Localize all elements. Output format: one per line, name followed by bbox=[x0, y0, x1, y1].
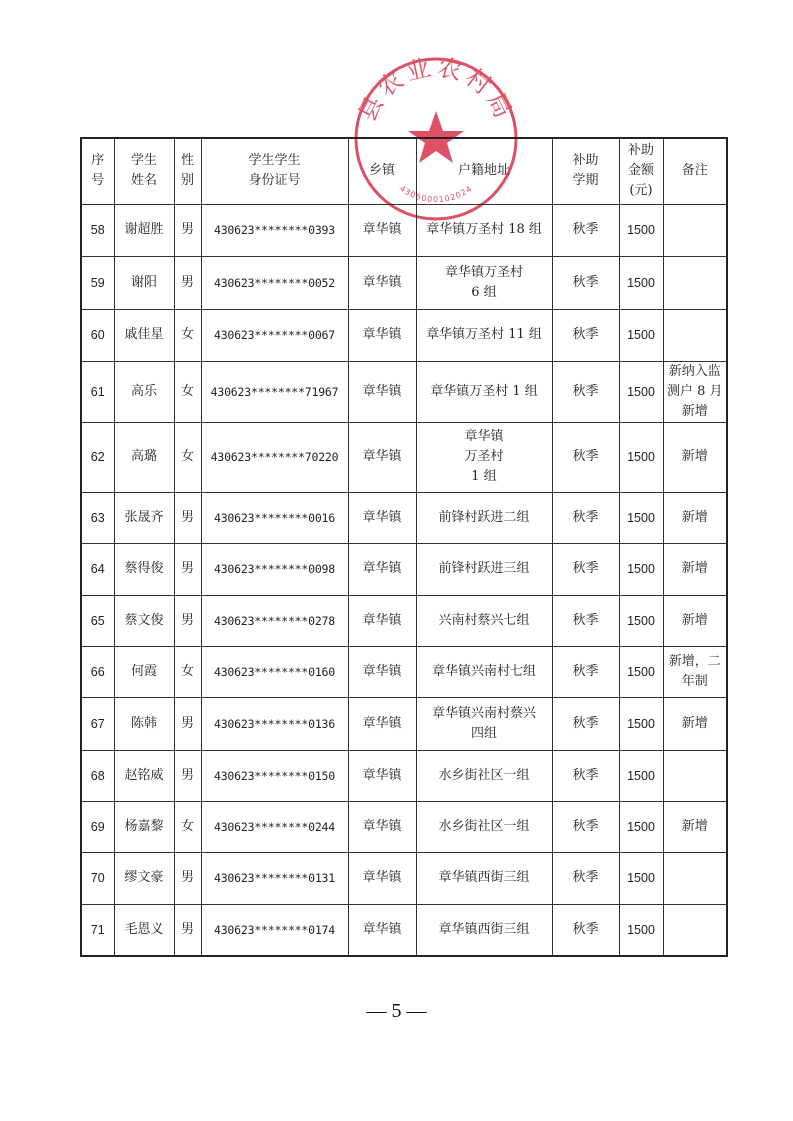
cell-address: 水乡街社区一组 bbox=[416, 750, 552, 801]
cell-name: 蔡得俊 bbox=[114, 543, 174, 595]
cell-address: 水乡街社区一组 bbox=[416, 801, 552, 852]
cell-address: 章华镇万圣村 11 组 bbox=[416, 309, 552, 361]
cell-town: 章华镇 bbox=[348, 646, 416, 697]
cell-note: 新增 bbox=[663, 595, 727, 646]
cell-note bbox=[663, 204, 727, 256]
cell-term: 秋季 bbox=[552, 422, 619, 492]
header-row bbox=[81, 138, 727, 204]
cell-amount: 1500 bbox=[619, 361, 663, 422]
cell-name: 杨嘉黎 bbox=[114, 801, 174, 852]
cell-id: 430623********0052 bbox=[201, 256, 348, 309]
cell-town: 章华镇 bbox=[348, 595, 416, 646]
header-id: 学生学生 身份证号 bbox=[201, 138, 348, 204]
table-row bbox=[81, 646, 727, 697]
cell-name: 何霞 bbox=[114, 646, 174, 697]
cell-gender: 女 bbox=[174, 361, 201, 422]
header-term: 补助 学期 bbox=[552, 138, 619, 204]
cell-seq: 71 bbox=[81, 904, 114, 956]
table-row bbox=[81, 422, 727, 492]
cell-note: 新增 bbox=[663, 543, 727, 595]
cell-gender: 男 bbox=[174, 492, 201, 543]
cell-seq: 62 bbox=[81, 422, 114, 492]
table-row bbox=[81, 309, 727, 361]
cell-name: 高乐 bbox=[114, 361, 174, 422]
header-seq: 序 号 bbox=[81, 138, 114, 204]
cell-address: 前锋村跃进二组 bbox=[416, 492, 552, 543]
cell-id: 430623********0131 bbox=[201, 852, 348, 904]
cell-id: 430623********0393 bbox=[201, 204, 348, 256]
cell-gender: 男 bbox=[174, 852, 201, 904]
cell-seq: 64 bbox=[81, 543, 114, 595]
cell-name: 谢超胜 bbox=[114, 204, 174, 256]
cell-town: 章华镇 bbox=[348, 204, 416, 256]
seal-text: 县农业农村局 bbox=[353, 55, 519, 126]
cell-gender: 男 bbox=[174, 204, 201, 256]
table-row bbox=[81, 256, 727, 309]
cell-address: 章华镇 万圣村 1 组 bbox=[416, 422, 552, 492]
cell-note: 新增 bbox=[663, 422, 727, 492]
cell-gender: 男 bbox=[174, 543, 201, 595]
cell-id: 430623********0136 bbox=[201, 697, 348, 750]
cell-term: 秋季 bbox=[552, 595, 619, 646]
cell-town: 章华镇 bbox=[348, 750, 416, 801]
cell-amount: 1500 bbox=[619, 492, 663, 543]
cell-address: 章华镇西街三组 bbox=[416, 852, 552, 904]
cell-amount: 1500 bbox=[619, 852, 663, 904]
cell-note bbox=[663, 904, 727, 956]
cell-town: 章华镇 bbox=[348, 852, 416, 904]
cell-note: 新纳入监 测户 8 月 新增 bbox=[663, 361, 727, 422]
cell-town: 章华镇 bbox=[348, 309, 416, 361]
cell-address: 章华镇万圣村 6 组 bbox=[416, 256, 552, 309]
cell-term: 秋季 bbox=[552, 646, 619, 697]
table-row bbox=[81, 492, 727, 543]
cell-id: 430623********0067 bbox=[201, 309, 348, 361]
cell-amount: 1500 bbox=[619, 595, 663, 646]
cell-id: 430623********0244 bbox=[201, 801, 348, 852]
cell-name: 毛恩义 bbox=[114, 904, 174, 956]
cell-id: 430623********0016 bbox=[201, 492, 348, 543]
table-row bbox=[81, 801, 727, 852]
header-note: 备注 bbox=[663, 138, 727, 204]
cell-term: 秋季 bbox=[552, 492, 619, 543]
cell-seq: 66 bbox=[81, 646, 114, 697]
cell-id: 430623********0160 bbox=[201, 646, 348, 697]
table-row bbox=[81, 543, 727, 595]
cell-amount: 1500 bbox=[619, 697, 663, 750]
cell-seq: 59 bbox=[81, 256, 114, 309]
cell-town: 章华镇 bbox=[348, 422, 416, 492]
cell-gender: 男 bbox=[174, 697, 201, 750]
table-row bbox=[81, 361, 727, 422]
cell-gender: 男 bbox=[174, 595, 201, 646]
header-gender: 性 别 bbox=[174, 138, 201, 204]
cell-note bbox=[663, 750, 727, 801]
cell-gender: 女 bbox=[174, 801, 201, 852]
cell-name: 陈韩 bbox=[114, 697, 174, 750]
cell-name: 张晟齐 bbox=[114, 492, 174, 543]
header-town: 乡镇 bbox=[348, 138, 416, 204]
cell-amount: 1500 bbox=[619, 646, 663, 697]
cell-town: 章华镇 bbox=[348, 801, 416, 852]
cell-note: 新增，二 年制 bbox=[663, 646, 727, 697]
cell-address: 章华镇兴南村七组 bbox=[416, 646, 552, 697]
table-row bbox=[81, 697, 727, 750]
cell-term: 秋季 bbox=[552, 750, 619, 801]
header-name: 学生 姓名 bbox=[114, 138, 174, 204]
cell-amount: 1500 bbox=[619, 904, 663, 956]
cell-amount: 1500 bbox=[619, 204, 663, 256]
cell-town: 章华镇 bbox=[348, 904, 416, 956]
table-row bbox=[81, 750, 727, 801]
cell-id: 430623********71967 bbox=[201, 361, 348, 422]
table-row bbox=[81, 852, 727, 904]
cell-town: 章华镇 bbox=[348, 697, 416, 750]
cell-term: 秋季 bbox=[552, 852, 619, 904]
cell-amount: 1500 bbox=[619, 309, 663, 361]
cell-amount: 1500 bbox=[619, 801, 663, 852]
cell-amount: 1500 bbox=[619, 543, 663, 595]
cell-name: 缪文豪 bbox=[114, 852, 174, 904]
cell-id: 430623********0098 bbox=[201, 543, 348, 595]
cell-address: 章华镇万圣村 18 组 bbox=[416, 204, 552, 256]
cell-seq: 68 bbox=[81, 750, 114, 801]
cell-name: 赵铭威 bbox=[114, 750, 174, 801]
cell-term: 秋季 bbox=[552, 309, 619, 361]
cell-gender: 男 bbox=[174, 750, 201, 801]
cell-amount: 1500 bbox=[619, 422, 663, 492]
cell-note bbox=[663, 852, 727, 904]
cell-term: 秋季 bbox=[552, 361, 619, 422]
table-row bbox=[81, 904, 727, 956]
cell-term: 秋季 bbox=[552, 904, 619, 956]
table-row bbox=[81, 595, 727, 646]
cell-address: 章华镇兴南村蔡兴 四组 bbox=[416, 697, 552, 750]
cell-seq: 60 bbox=[81, 309, 114, 361]
cell-town: 章华镇 bbox=[348, 256, 416, 309]
cell-note: 新增 bbox=[663, 697, 727, 750]
cell-name: 高璐 bbox=[114, 422, 174, 492]
cell-address: 前锋村跃进三组 bbox=[416, 543, 552, 595]
cell-name: 戚佳星 bbox=[114, 309, 174, 361]
cell-note: 新增 bbox=[663, 492, 727, 543]
cell-gender: 女 bbox=[174, 646, 201, 697]
cell-id: 430623********0174 bbox=[201, 904, 348, 956]
cell-term: 秋季 bbox=[552, 801, 619, 852]
header-amount: 补助 金额 (元) bbox=[619, 138, 663, 204]
cell-address: 兴南村蔡兴七组 bbox=[416, 595, 552, 646]
cell-term: 秋季 bbox=[552, 256, 619, 309]
cell-id: 430623********0150 bbox=[201, 750, 348, 801]
cell-gender: 男 bbox=[174, 256, 201, 309]
cell-address: 章华镇西街三组 bbox=[416, 904, 552, 956]
cell-note bbox=[663, 256, 727, 309]
cell-seq: 58 bbox=[81, 204, 114, 256]
student-subsidy-table bbox=[80, 137, 728, 957]
cell-town: 章华镇 bbox=[348, 543, 416, 595]
cell-town: 章华镇 bbox=[348, 361, 416, 422]
cell-name: 蔡文俊 bbox=[114, 595, 174, 646]
header-address: 户籍地址 bbox=[416, 138, 552, 204]
cell-id: 430623********0278 bbox=[201, 595, 348, 646]
cell-name: 谢阳 bbox=[114, 256, 174, 309]
cell-gender: 女 bbox=[174, 309, 201, 361]
cell-seq: 70 bbox=[81, 852, 114, 904]
cell-amount: 1500 bbox=[619, 256, 663, 309]
cell-amount: 1500 bbox=[619, 750, 663, 801]
cell-seq: 67 bbox=[81, 697, 114, 750]
cell-town: 章华镇 bbox=[348, 492, 416, 543]
cell-note bbox=[663, 309, 727, 361]
cell-seq: 65 bbox=[81, 595, 114, 646]
cell-seq: 61 bbox=[81, 361, 114, 422]
cell-address: 章华镇万圣村 1 组 bbox=[416, 361, 552, 422]
cell-note: 新增 bbox=[663, 801, 727, 852]
cell-gender: 男 bbox=[174, 904, 201, 956]
cell-id: 430623********70220 bbox=[201, 422, 348, 492]
cell-seq: 69 bbox=[81, 801, 114, 852]
cell-gender: 女 bbox=[174, 422, 201, 492]
cell-term: 秋季 bbox=[552, 204, 619, 256]
table-row bbox=[81, 204, 727, 256]
seal-code: 4306000102024 bbox=[397, 183, 475, 205]
cell-term: 秋季 bbox=[552, 543, 619, 595]
cell-term: 秋季 bbox=[552, 697, 619, 750]
cell-seq: 63 bbox=[81, 492, 114, 543]
page-number: — 5 — bbox=[366, 1000, 427, 1022]
